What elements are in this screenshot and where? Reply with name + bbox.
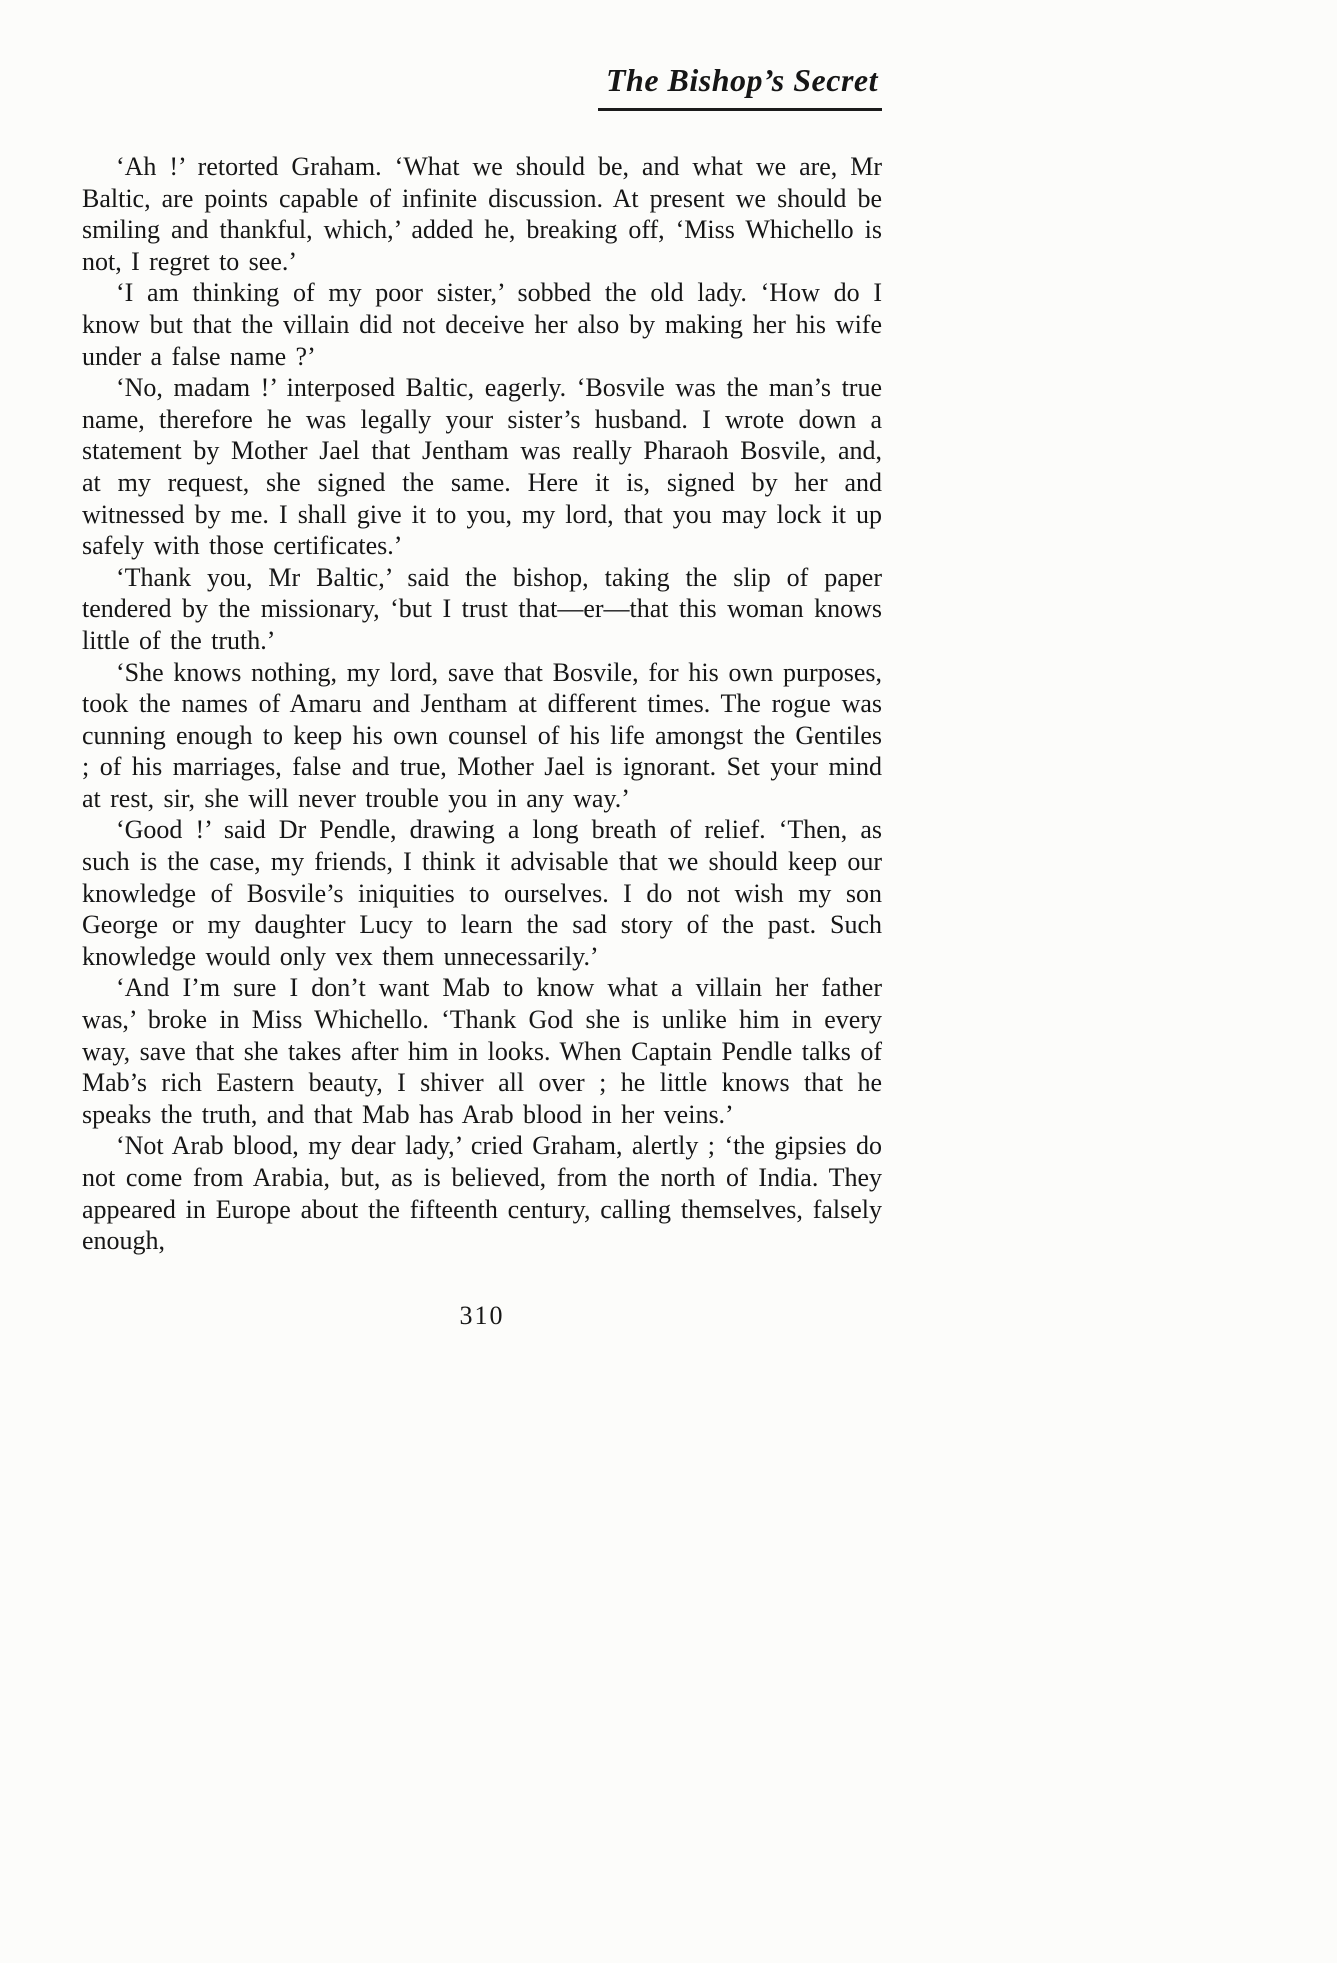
paragraph: ‘And I’m sure I don’t want Mab to know what a villain her father was,’ broke in Miss Whichello. ‘Thank God she is unlike him in every way, save that she takes after him in looks. When Captain Pendle talks of Mab’s rich Eastern beauty, I shiver all over ; he little knows that he speaks the truth, and that Mab has Arab blood in her veins.’ <box>82 973 882 1129</box>
paragraph: ‘I am thinking of my poor sister,’ sobbed the old lady. ‘How do I know but that the villain did not deceive her also by making her his wife under a false name ?’ <box>82 278 882 371</box>
paragraph: ‘Good !’ said Dr Pendle, drawing a long breath of relief. ‘Then, as such is the case, my friends, I think it advisable that we should keep our knowledge of Bosvile’s iniquities to ourselves. I do not wish my son George or my daughter Lucy to learn the sad story of the past. Such knowledge would only vex them unnecessarily.’ <box>82 815 882 971</box>
running-head <box>82 62 882 111</box>
page-number: 310 <box>459 1300 505 1330</box>
paragraph: ‘No, madam !’ interposed Baltic, eagerly. ‘Bosvile was the man’s true name, therefore he was legally your sister’s husband. I wrote down a statement by Mother Jael that Jentham was really Pharaoh Bosvile, and, at my request, she signed the same. Here it is, signed by her and witnessed by me. I shall give it to you, my lord, that you may lock it up safely with those certificates.’ <box>82 373 882 561</box>
body-text <box>82 151 882 1257</box>
paragraph: ‘Not Arab blood, my dear lady,’ cried Graham, alertly ; ‘the gipsies do not come from Arabia, but, as is believed, from the north of India. They appeared in Europe about the fifteenth century, calling themselves, falsely enough, <box>82 1131 882 1256</box>
page-header-title: The Bishop’s Secret <box>598 62 882 111</box>
paragraph: ‘Thank you, Mr Baltic,’ said the bishop, taking the slip of paper tendered by the missionary, ‘but I trust that—er—that this woman knows little of the truth.’ <box>82 562 882 655</box>
paragraph: ‘She knows nothing, my lord, save that Bosvile, for his own purposes, took the names of Amaru and Jentham at different times. The rogue was cunning enough to keep his own counsel of his life amongst the Gentiles ; of his marriages, false and true, Mother Jael is ignorant. Set your mind at rest, sir, she will never trouble you in any way.’ <box>82 657 882 813</box>
paragraph: ‘Ah !’ retorted Graham. ‘What we should be, and what we are, Mr Baltic, are points capable of infinite discussion. At present we should be smiling and thankful, which,’ added he, breaking off, ‘Miss Whichello is not, I regret to see.’ <box>82 152 882 276</box>
